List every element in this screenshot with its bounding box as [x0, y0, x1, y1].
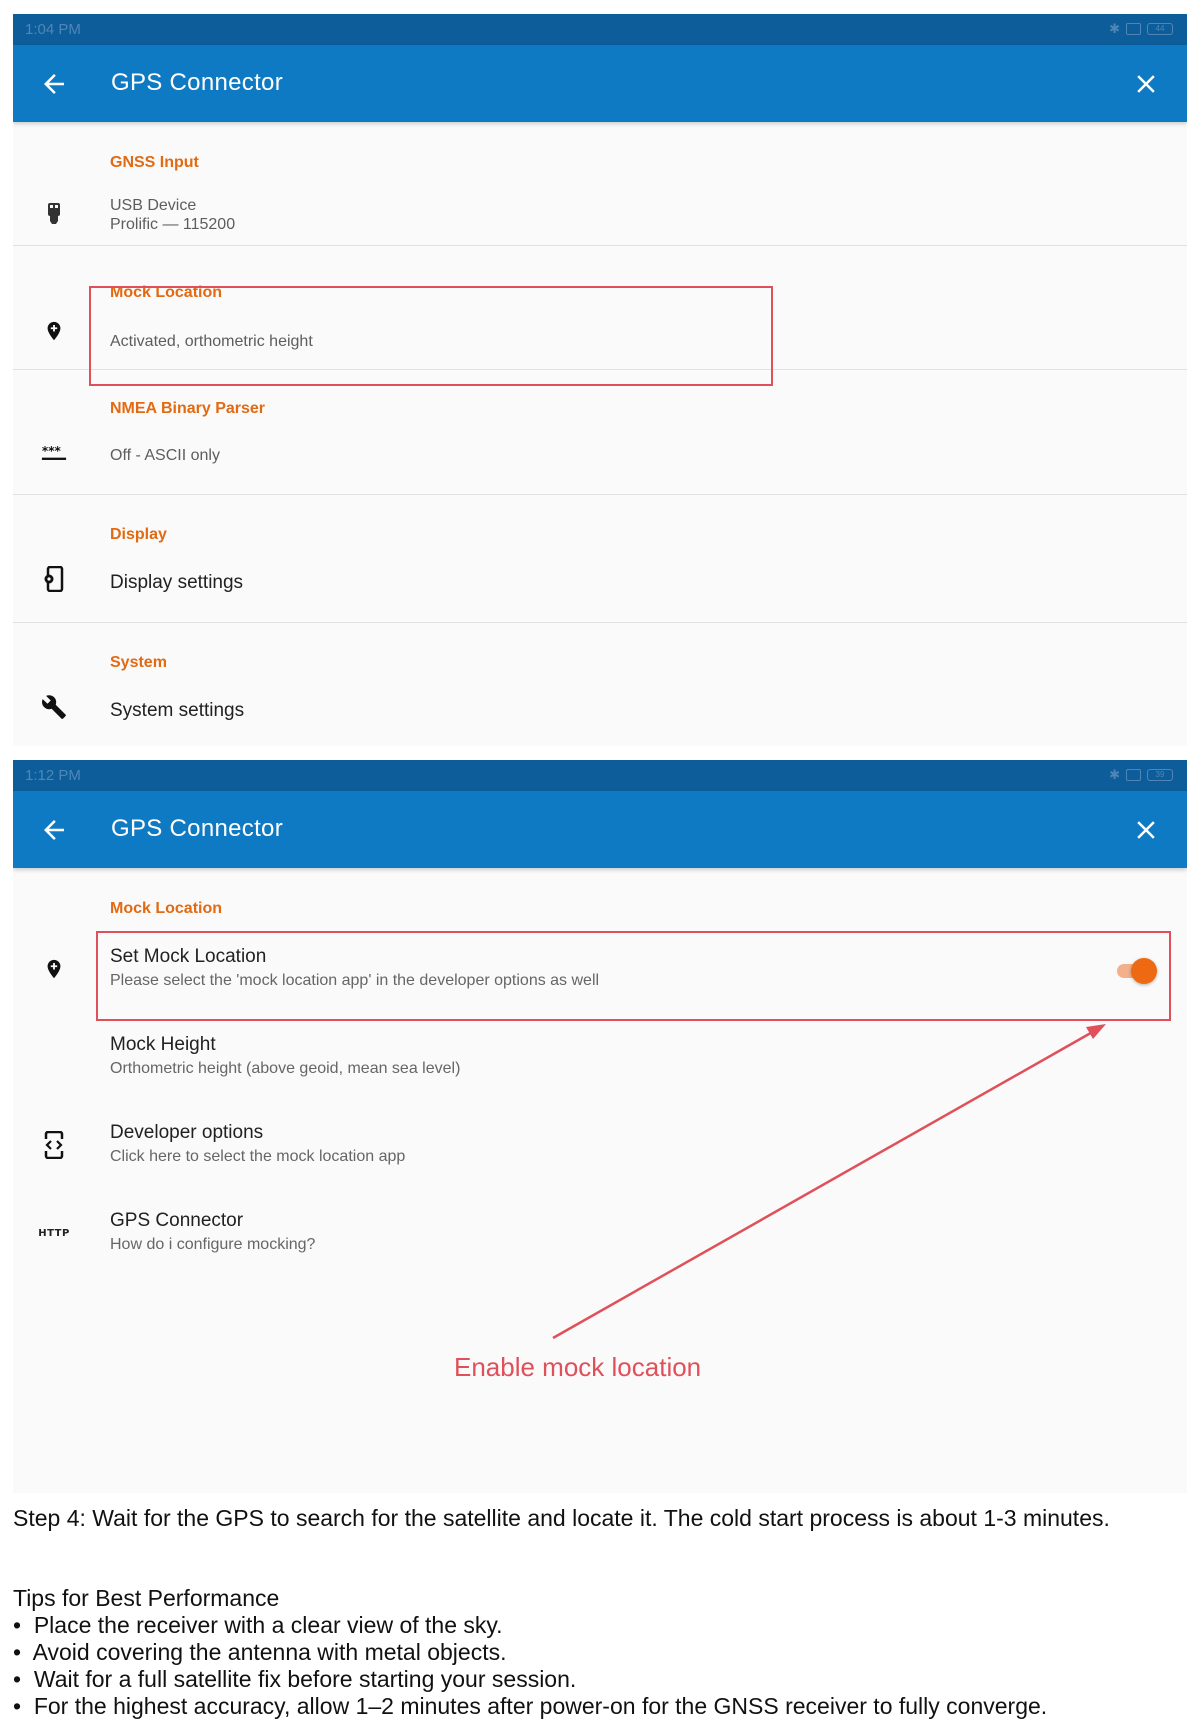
bluetooth-icon: ✱ [1109, 21, 1120, 36]
section-line: USB Device [110, 197, 197, 214]
section-title: System [110, 654, 167, 671]
tip-text: Avoid covering the antenna with metal objects. [32, 1639, 507, 1665]
section-line: System settings [110, 700, 245, 721]
bluetooth-icon: ✱ [1109, 767, 1120, 782]
highlight-box-mock-location [89, 286, 773, 386]
item-subtitle: Click here to select the mock location app [110, 1148, 406, 1165]
battery-icon: 39 [1147, 769, 1173, 781]
tip-text: For the highest accuracy, allow 1–2 minutes after power-on for the GNSS receiver to fully converge. [33, 1693, 1048, 1719]
item-subtitle: Please select the 'mock location app' in the developer options as well [110, 972, 600, 989]
section-gnss-input[interactable] [13, 122, 1187, 246]
mock-height-item[interactable] [13, 1022, 1187, 1092]
app-bar [13, 791, 1187, 868]
wrench-icon [41, 694, 67, 720]
developer-options-item[interactable] [13, 1110, 1187, 1180]
status-time: 1:12 PM [25, 767, 81, 784]
status-bar [13, 14, 1187, 45]
app-title: GPS Connector [111, 69, 283, 96]
section-line: Prolific — 115200 [110, 216, 236, 233]
status-time: 1:04 PM [25, 21, 81, 38]
http-icon [36, 1220, 72, 1246]
step-description: Step 4: Wait for the GPS to search for the satellite and locate it. The cold start process is about 1-3 minutes. [13, 1505, 1110, 1531]
item-title: Set Mock Location [110, 946, 267, 967]
sim-icon [1126, 23, 1141, 35]
usb-plug-icon [41, 200, 67, 226]
status-icons [1109, 768, 1173, 782]
section-display[interactable] [13, 495, 1187, 623]
highlight-box-set-mock-location [96, 931, 1171, 1021]
svg-text:***: *** [41, 443, 61, 458]
section-line: Display settings [110, 572, 244, 593]
sim-icon [1126, 769, 1141, 781]
app-bar [13, 45, 1187, 122]
gps-connector-help-item[interactable] [13, 1198, 1187, 1268]
tip-text: Wait for a full satellite fix before starting your session. [33, 1666, 577, 1692]
tips-title: Tips for Best Performance [13, 1585, 280, 1611]
developer-mode-icon [41, 1132, 67, 1158]
section-system[interactable] [13, 623, 1187, 746]
status-bar [13, 760, 1187, 791]
status-icons [1109, 22, 1173, 36]
add-location-icon [41, 318, 67, 344]
section-line: Activated, orthometric height [110, 333, 313, 350]
annotation-label: Enable mock location [454, 1352, 702, 1382]
section-line: Off - ASCII only [110, 447, 220, 464]
password-dots-icon [41, 440, 67, 466]
section-title: Mock Location [110, 900, 223, 917]
item-title: GPS Connector [110, 1210, 244, 1231]
tips-list [13, 1612, 1187, 1720]
section-title: NMEA Binary Parser [110, 400, 266, 417]
add-location-icon [41, 956, 67, 982]
back-arrow-icon[interactable] [39, 815, 69, 845]
section-title: Display [110, 526, 167, 543]
tip-item: • For the highest accuracy, allow 1–2 minutes after power-on for the GNSS receiver to fully converge. [13, 1693, 1048, 1719]
back-arrow-icon[interactable] [39, 69, 69, 99]
settings-list [13, 122, 1187, 746]
item-title: Developer options [110, 1122, 264, 1143]
app-screenshot-2 [13, 760, 1187, 1493]
tip-item: • Wait for a full satellite fix before starting your session. [13, 1666, 577, 1692]
section-nmea-parser[interactable] [13, 370, 1187, 495]
tip-item: • Avoid covering the antenna with metal objects. [13, 1639, 507, 1665]
tip-item: • Place the receiver with a clear view of the sky. [13, 1612, 503, 1638]
section-title: Mock Location [110, 284, 223, 301]
close-icon[interactable] [1131, 69, 1161, 99]
http-icon-label: HTTP [38, 1227, 70, 1239]
phone-settings-icon [41, 566, 67, 592]
tip-text: Place the receiver with a clear view of the sky. [33, 1612, 503, 1638]
item-subtitle: How do i configure mocking? [110, 1236, 316, 1253]
item-title: Mock Height [110, 1034, 216, 1055]
section-title: GNSS Input [110, 154, 199, 171]
close-icon[interactable] [1131, 815, 1161, 845]
app-title: GPS Connector [111, 815, 283, 842]
item-subtitle: Orthometric height (above geoid, mean sea level) [110, 1060, 461, 1077]
battery-icon: 44 [1147, 23, 1173, 35]
